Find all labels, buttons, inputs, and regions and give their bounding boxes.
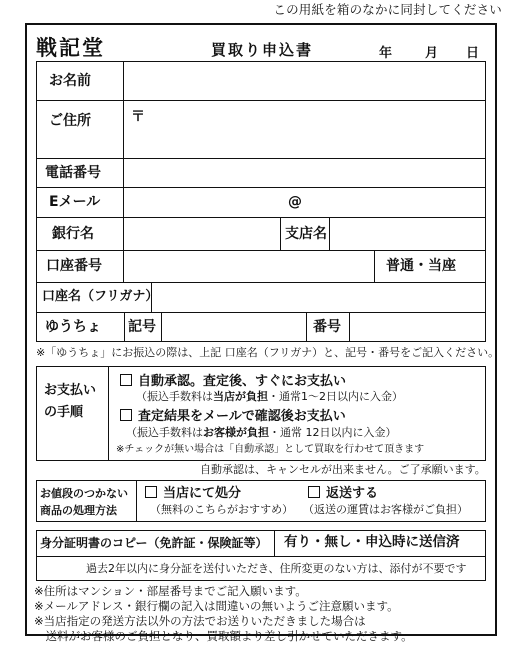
row-divider — [36, 312, 486, 313]
table-bottom-border — [36, 341, 486, 342]
kigo-divider — [161, 312, 162, 341]
bango-divider — [349, 312, 350, 341]
account-number-label: 口座番号 — [46, 258, 102, 274]
name-label: お名前 — [49, 73, 91, 89]
id-copy-choice[interactable]: 有り・無し・申込時に送信済 — [284, 534, 460, 550]
return-sub: （返送の運賃はお客様がご負担） — [303, 503, 468, 516]
dispose-option[interactable] — [145, 486, 241, 500]
dispose-sub: （無料のこちらがおすすめ） — [150, 503, 294, 516]
footnote-address: ※住所はマンション・部屋番号までご記入願います。 — [34, 584, 307, 598]
id-choice-divider — [274, 530, 275, 556]
disposal-left-border — [36, 480, 37, 522]
account-type-divider — [374, 250, 375, 282]
yucho-note: ※「ゆうちょ」にお振込の際は、上記 口座名（フリガナ）と、記号・番号をご記入ください。 — [36, 346, 500, 359]
address-label: ご住所 — [49, 113, 91, 129]
email-confirm-checkbox[interactable] — [120, 409, 132, 421]
payment-label-divider — [108, 366, 109, 461]
disposal-label: お値段のつかない — [40, 487, 128, 500]
row-divider — [36, 217, 486, 218]
id-copy-note: 過去2年以内に身分証を送付いただき、住所変更のない方は、添付が不要です — [86, 562, 467, 575]
check-note: ※チェックが無い場合は「自動承認」として買取を行わせて頂きます — [116, 444, 425, 455]
table-top-border — [36, 61, 486, 62]
date-month-label: 月 — [425, 46, 439, 61]
footnote-shipping: ※当店指定の発送方法以外の方法でお送りいただきました場合は — [34, 614, 366, 628]
row-divider — [36, 158, 486, 159]
email-confirm-sub: （振込手数料はお客様が負担・通常 12日以内に入金） — [126, 426, 397, 439]
yucho-label: ゆうちょ — [45, 319, 101, 335]
payment-label: の手順 — [44, 405, 84, 420]
phone-label: 電話番号 — [45, 165, 101, 181]
bango-divider — [306, 312, 307, 341]
return-checkbox[interactable] — [308, 486, 320, 498]
auto-approve-sub: （振込手数料は当店が負担・通常1～2日以内に入金） — [136, 390, 403, 403]
table-right-border — [485, 61, 486, 341]
id-right-border — [485, 530, 486, 581]
return-option[interactable] — [308, 486, 378, 500]
disposal-top-border — [36, 480, 486, 481]
branch-divider — [280, 217, 281, 250]
payment-left-border — [36, 366, 37, 461]
account-name-label: 口座名（フリガナ） — [42, 289, 159, 304]
disposal-label: 商品の処理方法 — [40, 504, 117, 517]
table-left-border — [36, 61, 37, 341]
bank-label: 銀行名 — [52, 226, 94, 242]
payment-right-border — [485, 366, 486, 461]
footnote-email-bank: ※メールアドレス・銀行欄の記入は間違いの無いようご注意願います。 — [34, 599, 399, 613]
email-label: Eメール — [49, 194, 101, 210]
auto-approve-checkbox[interactable] — [120, 374, 132, 386]
id-top-border — [36, 530, 486, 531]
brand-logo: 戦記堂 — [36, 36, 105, 60]
id-bottom-border — [36, 580, 486, 581]
row-divider — [36, 250, 486, 251]
auto-approve-text: 自動承認。査定後、すぐにお支払い — [138, 374, 347, 389]
row-divider — [36, 100, 486, 101]
cancel-note: 自動承認は、キャンセルが出来ません。ご了承願います。 — [200, 463, 486, 476]
date-year-label: 年 — [379, 46, 393, 61]
dispose-checkbox[interactable] — [145, 486, 157, 498]
email-at-mark: @ — [288, 194, 302, 210]
payment-top-border — [36, 366, 486, 367]
bango-label: 番号 — [313, 319, 341, 335]
disposal-label-divider — [136, 480, 137, 522]
yucho-divider — [124, 312, 125, 341]
email-confirm-option[interactable] — [120, 409, 346, 423]
branch-label: 支店名 — [285, 226, 327, 242]
payment-bottom-border — [36, 460, 486, 461]
auto-approve-option[interactable] — [120, 374, 346, 388]
form-title: 買取り申込書 — [211, 41, 314, 59]
id-copy-label: 身分証明書のコピー（免許証・保険証等） — [40, 536, 268, 550]
label-column-divider — [123, 61, 124, 217]
account-type-label: 普通・当座 — [386, 258, 456, 274]
id-row-divider — [36, 556, 486, 557]
kigo-label: 記号 — [128, 319, 156, 335]
date-day-label: 日 — [466, 46, 480, 61]
row-divider — [36, 187, 486, 188]
branch-divider — [329, 217, 330, 250]
disposal-bottom-border — [36, 521, 486, 522]
id-left-border — [36, 530, 37, 581]
row-divider — [36, 282, 486, 283]
dispose-text: 当店にて処分 — [163, 486, 242, 501]
top-instruction: この用紙を箱のなかに同封してください — [273, 2, 502, 17]
footnote-shipping-cost: 送料がお客様のご負担となり、買取額より差し引かせていただきます。 — [34, 629, 413, 643]
return-text: 返送する — [326, 486, 379, 501]
postal-mark: 〒 — [131, 109, 145, 125]
email-confirm-text: 査定結果をメールで確認後お支払い — [138, 409, 346, 424]
label-column-divider — [123, 217, 124, 282]
payment-label: お支払い — [44, 383, 97, 398]
disposal-right-border — [485, 480, 486, 522]
